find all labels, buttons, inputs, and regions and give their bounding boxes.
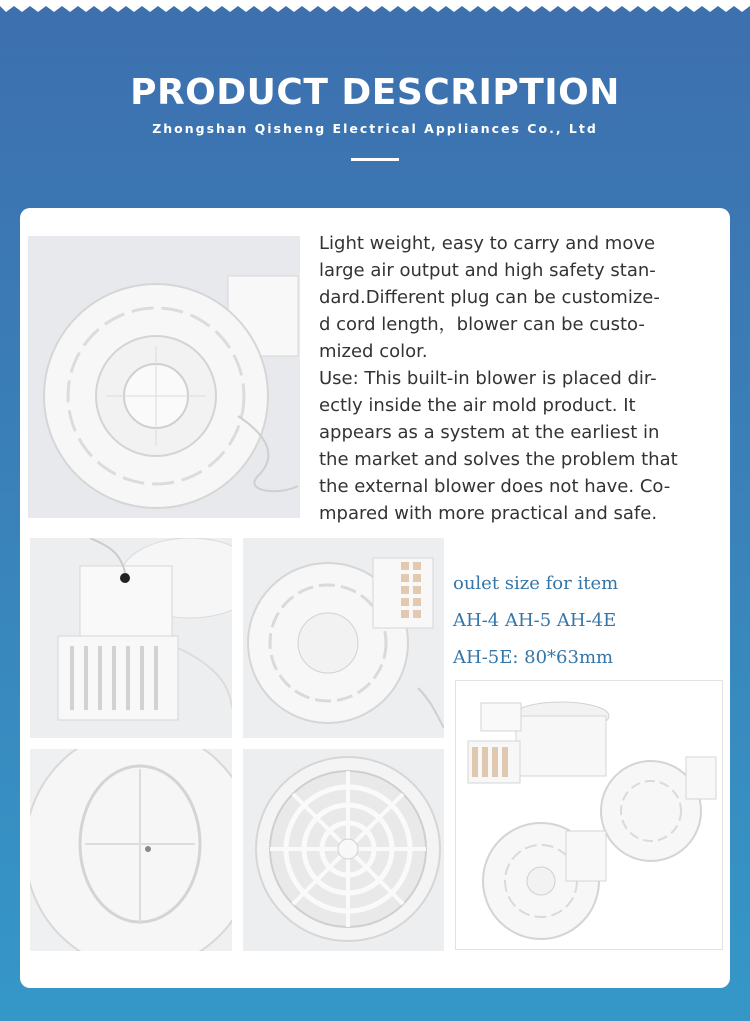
blower-front-photo bbox=[28, 236, 300, 518]
product-description bbox=[319, 230, 719, 527]
zigzag-top-border bbox=[0, 0, 750, 14]
outlet-size-models: AH-4 AH-5 AH-4E bbox=[453, 610, 617, 631]
outlet-size-dimension: AH-5E: 80*63mm bbox=[453, 647, 614, 668]
blower-side-photo bbox=[30, 538, 232, 738]
blower-group-photo bbox=[455, 680, 723, 950]
description-paragraph-use: Use: This built-in blower is placed dir- ectly inside the air mold product. It appears as a system at the earliest in the market and solves the problem that the external blower does not have. Co- mpared with more practical and safe. bbox=[319, 368, 678, 524]
description-paragraph-features: Light weight, easy to carry and move large air output and high safety stan- dard.Different plug can be customize- d cord length，blower can be custo- mized color. bbox=[319, 233, 660, 362]
outlet-size-info bbox=[453, 565, 723, 676]
blower-fan-grille-photo bbox=[243, 749, 444, 951]
page-title: PRODUCT DESCRIPTION bbox=[130, 72, 620, 113]
blower-casing-closeup-photo bbox=[30, 749, 232, 951]
blower-angle-photo bbox=[243, 538, 444, 738]
company-subtitle: Zhongshan Qisheng Electrical Appliances Co., Ltd bbox=[152, 121, 598, 136]
title-underline bbox=[351, 158, 399, 161]
header bbox=[0, 72, 750, 161]
outlet-size-heading: oulet size for item bbox=[453, 573, 619, 594]
